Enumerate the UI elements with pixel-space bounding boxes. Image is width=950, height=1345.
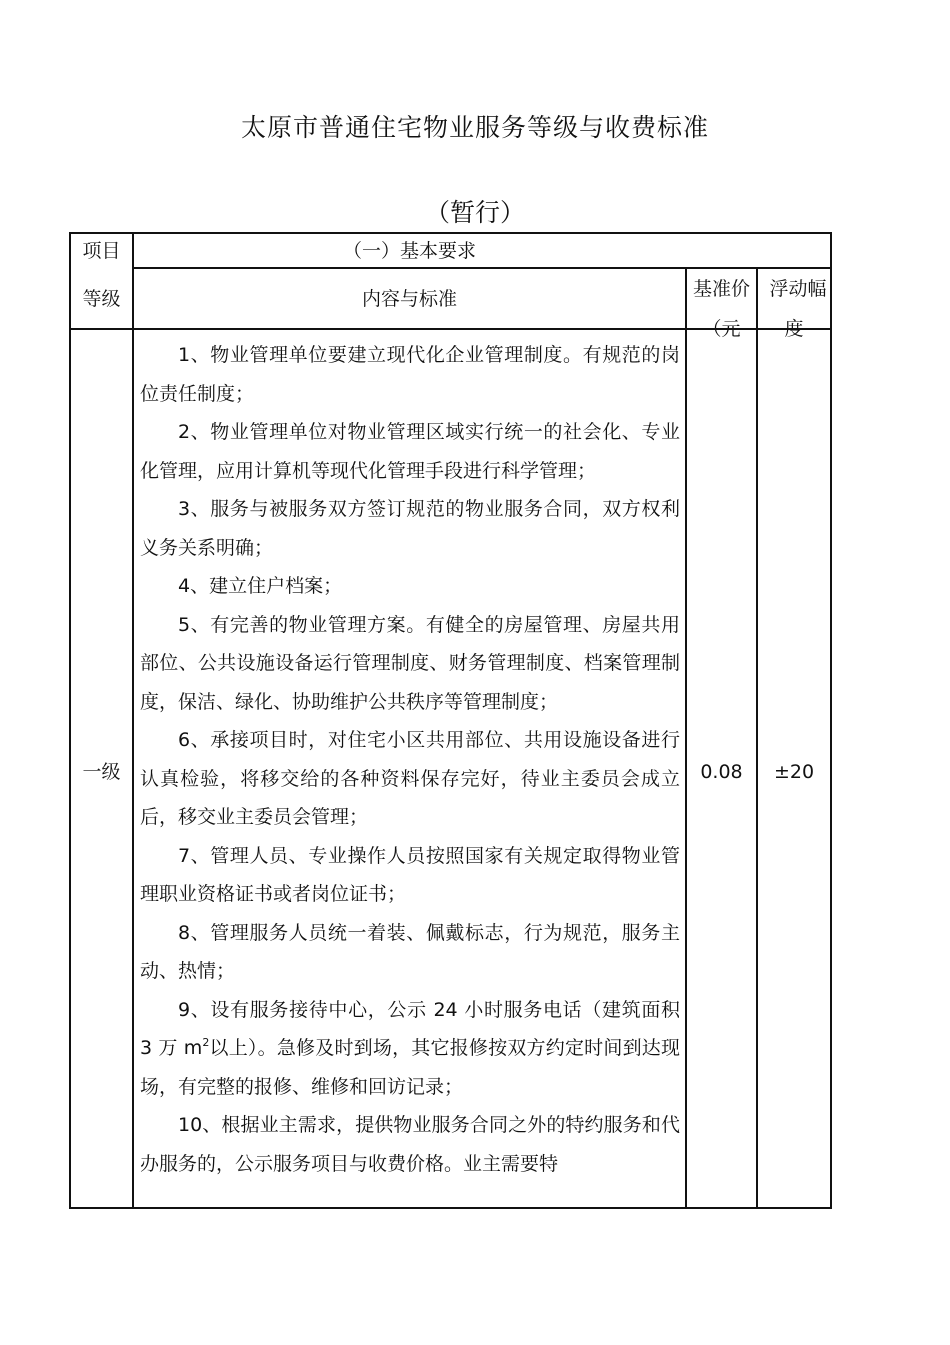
standard-item: 3、服务与被服务双方签订规范的物业服务合同，双方权利义务关系明确； (140, 498, 680, 559)
col3-divider (756, 267, 758, 1209)
header-project: 项目 (82, 240, 121, 262)
table-bottom-border (69, 1207, 832, 1209)
item9-text-end: 以上）。急修及时到场，其它报修按双方约定时间到达现场，有完整的报修、维修和回访记录； (140, 1037, 680, 1098)
col2-divider (685, 267, 687, 1209)
header-basic-requirements: （一）基本要求 (342, 240, 476, 262)
document-title: 太原市普通住宅物业服务等级与收费标准 (240, 113, 709, 142)
item9-text-start: 9、设有服务接待中心，公示 24 小时服务电话（建筑面积 3 万 m (140, 998, 680, 1059)
standard-item: 6、承接项目时，对住宅小区共用部位、共用设施设备进行认真检验，将移交给的各种资料保存完好，待业主委员会成立后，移交业主委员会管理； (140, 729, 680, 828)
document-subtitle: （暂行） (424, 198, 525, 227)
standard-item: 8、管理服务人员统一着装、佩戴标志，行为规范，服务主动、热情； (140, 921, 680, 982)
standard-item: 4、建立住户档案； (178, 575, 343, 597)
header-float-range-cont: 度 (784, 318, 804, 340)
header-base-price-unit: （元 (702, 318, 741, 340)
standard-item: 5、有完善的物业管理方案。有健全的房屋管理、房屋共用部位、公共设施设备运行管理制度、财务管理制度、档案管理制度，保洁、绿化、协助维护公共秩序等管理制度； (140, 613, 680, 713)
table-top-border (69, 232, 832, 234)
table-left-border (69, 232, 71, 1209)
item9-superscript: 2 (202, 1036, 210, 1049)
header-base-price: 基准价 (692, 278, 750, 300)
standard-item: 10、根据业主需求，提供物业服务合同之外的特约服务和代办服务的，公示服务项目与收费价格。业主需要特 (140, 1114, 680, 1175)
standard-item: 1、物业管理单位要建立现代化企业管理制度。有规范的岗位责任制度； (140, 344, 680, 405)
header-content-standard: 内容与标准 (361, 288, 457, 310)
header-divider (132, 267, 832, 269)
header-float-range: 浮动幅 (769, 278, 827, 300)
header-level: 等级 (82, 288, 121, 310)
content-standards (140, 336, 680, 1183)
standard-item: 2、物业管理单位对物业管理区域实行统一的社会化、专业化管理，应用计算机等现代化管理手段进行科学管理； (140, 421, 680, 482)
base-price-value: 0.08 (700, 761, 743, 783)
level-value: 一级 (82, 761, 121, 783)
standard-item: 7、管理人员、专业操作人员按照国家有关规定取得物业管理职业资格证书或者岗位证书； (140, 844, 680, 905)
col1-divider (132, 232, 134, 1209)
float-range-value: ±20 (773, 761, 815, 783)
table-right-border (830, 232, 832, 1209)
standard-item-9 (140, 991, 680, 1107)
